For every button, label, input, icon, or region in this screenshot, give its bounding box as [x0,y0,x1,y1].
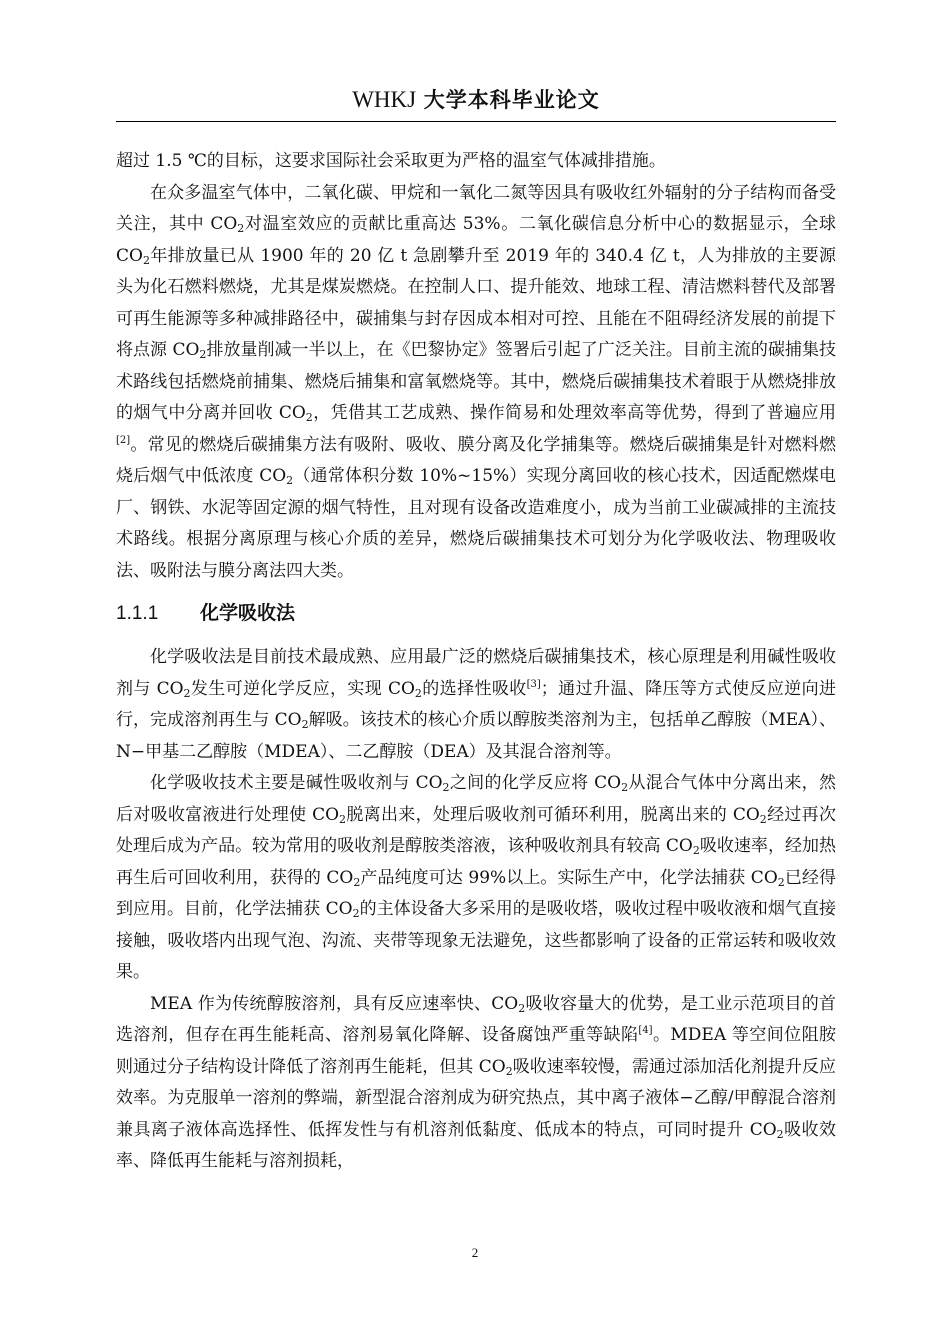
header-divider [116,121,836,122]
paragraph-4: 化学吸收技术主要是碱性吸收剂与 $CO_2$之间的化学反应将 $CO_2$从混合气体中分离出来，然后对吸收富液进行处理使 $CO_2$脱离出来，处理后吸收剂可循环利用，脱离出来的 $CO_2$经过再次处理后成为产品。较为常用的吸收剂是醇胺类溶液，该种吸收剂具有较高 $CO_2$吸收速率，经加热再生后可回收利用，获得的 $CO_2$产品纯度可达 99%以上。实际生产中，化学法捕获 $CO_2$已经得到应用。目前，化学法捕获 $CO_2$的主体设备大多采用的是吸收塔，吸收过程中吸收液和烟气直接接触，吸收塔内出现气泡、沟流、夹带等现象无法避免，这些都影响了设备的正常运转和吸收效果。 [116,773,837,982]
header-code: WHKJ [352,87,417,112]
paragraph-2: 在众多温室气体中，二氧化碳、甲烷和一氧化二氮等因具有吸收红外辐射的分子结构而备受关注，其中 $CO_2$对温室效应的贡献比重高达 53%。二氧化碳信息分析中心的数据显示，全球 $CO_2$年排放量已从 1900 年的 20 亿 t 急剧攀升至 2019 年的 340.4 亿 t，人为排放的主要源头为化石燃料燃烧，尤其是煤炭燃烧。在控制人口、提升能效、地球工程、清洁燃料替代及部署可再生能源等多种减排路径中，碳捕集与封存因成本相对可控、且能在不阻碍经济发展的前提下将点源 $CO_2$排放量削减一半以上，在《巴黎协定》签署后引起了广泛关注。目前主流的碳捕集技术路线包括燃烧前捕集、燃烧后捕集和富氧燃烧等。其中，燃烧后碳捕集技术着眼于从燃烧排放的烟气中分离并回收 $CO_2$，凭借其工艺成熟、操作简易和处理效率高等优势，得到了普遍应用[2]。常见的燃烧后碳捕集方法有吸附、吸收、膜分离及化学捕集等。燃烧后碳捕集是针对燃料燃烧后烟气中低浓度 $CO_2$（通常体积分数 10%~15%）实现分离回收的核心技术，因适配燃煤电厂、钢铁、水泥等固定源的烟气特性，且对现有设备改造难度小，成为当前工业碳减排的主流技术路线。根据分离原理与核心介质的差异，燃烧后碳捕集技术可划分为化学吸收法、物理吸收法、吸附法与膜分离法四大类。 [116,182,836,581]
section-title: 化学吸收法 [200,602,296,624]
citation-4: [4] [638,1025,653,1036]
citation-2: [2] [116,434,131,446]
document-body [116,146,836,1178]
paragraph-3: 化学吸收法是目前技术最成熟、应用最广泛的燃烧后碳捕集技术，核心原理是利用碱性吸收剂与 $CO_2$发生可逆化学反应，实现 $CO_2$的选择性吸收[3]；通过升温、降压等方式使反应逆向进行，完成溶剂再生与 $CO_2$解吸。该技术的核心介质以醇胺类溶剂为主，包括单乙醇胺（MEA）、N−甲基二乙醇胺（MDEA）、二乙醇胺（DEA）及其混合溶剂等。 [116,647,837,762]
page-header [116,84,836,114]
paragraph-1: 超过 1.5 ℃的目标，这要求国际社会采取更为严格的温室气体减排措施。 [116,151,666,171]
section-number: 1.1.1 [116,603,159,624]
header-title: 大学本科毕业论文 [423,88,600,112]
paragraph-5: MEA 作为传统醇胺溶剂，具有反应速率快、$CO_2$吸收容量大的优势，是工业示范项目的首选溶剂，但存在再生能耗高、溶剂易氧化降解、设备腐蚀严重等缺陷[4]。MDEA 等空间位阻胺则通过分子结构设计降低了溶剂再生能耗，但其 $CO_2$吸收速率较慢，需通过添加活化剂提升反应效率。为克服单一溶剂的弊端，新型混合溶剂成为研究热点，其中离子液体−乙醇/甲醇混合溶剂兼具离子液体高选择性、低挥发性与有机溶剂低黏度、低成本的特点，可同时提升 $CO_2$吸收效率、降低再生能耗与溶剂损耗， [116,993,836,1171]
section-heading [116,593,836,634]
citation-3: [3] [526,678,541,690]
page-number: 2 [471,1245,479,1260]
